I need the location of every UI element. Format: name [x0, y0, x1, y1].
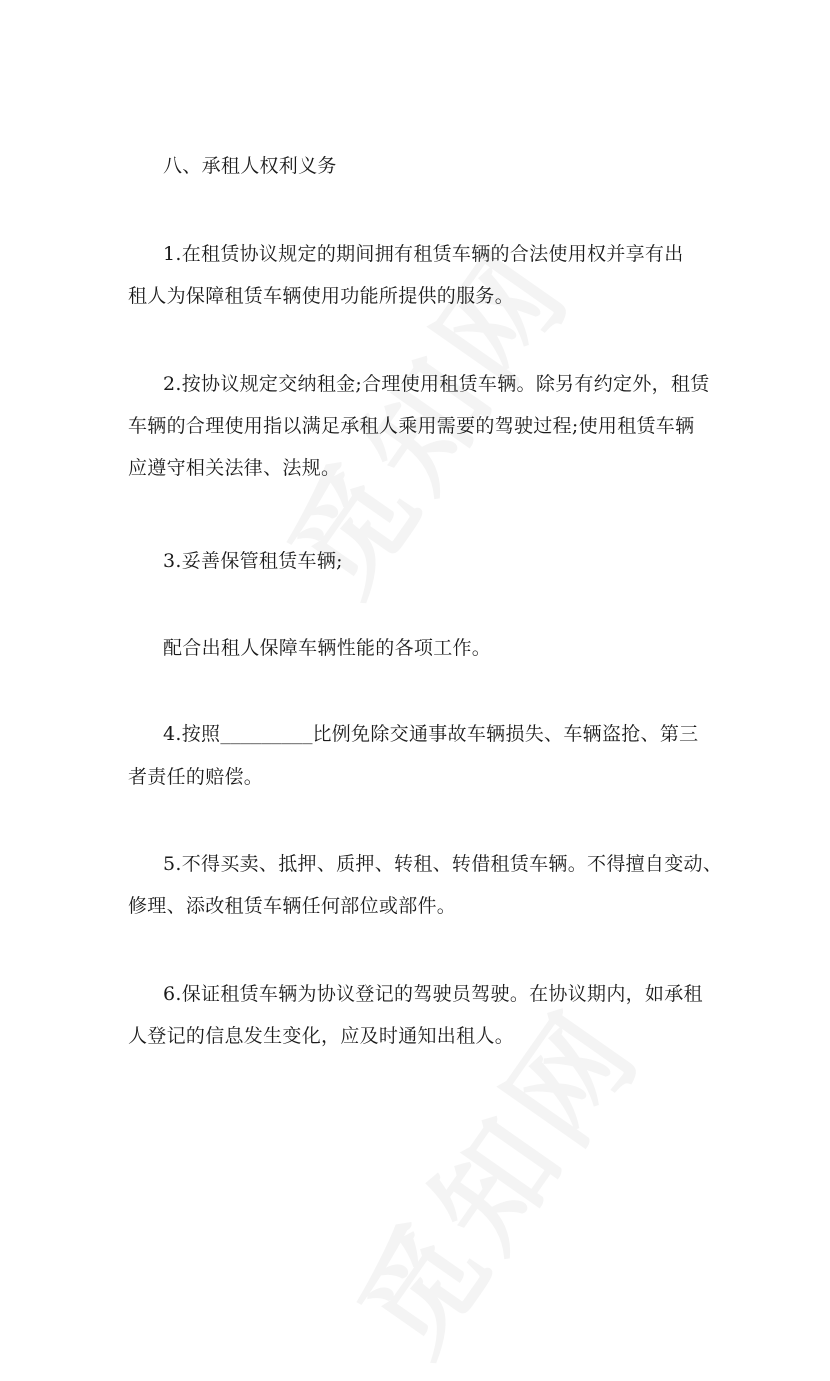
clause-2 — [128, 363, 713, 489]
clause-6 — [128, 973, 713, 1057]
clause-6-line-1: 6.保证租赁车辆为协议登记的驾驶员驾驶。在协议期内，如承租 — [163, 983, 703, 1005]
clause-2-line-3: 应遵守相关法律、法规。 — [128, 457, 341, 479]
section-heading-text: 八、承租人权利义务 — [163, 155, 337, 177]
clause-5-line-2: 修理、添改租赁车辆任何部位或部件。 — [128, 895, 457, 917]
clause-1-line-2: 租人为保障租赁车辆使用功能所提供的服务。 — [128, 285, 515, 307]
clause-3-continued — [163, 627, 713, 669]
clause-2-line-1: 2.按协议规定交纳租金;合理使用租赁车辆。除另有约定外，租赁 — [163, 373, 710, 395]
clause-5-line-1: 5.不得买卖、抵押、质押、转租、转借租赁车辆。不得擅自变动、 — [163, 853, 723, 875]
clause-2-line-2: 车辆的合理使用指以满足承租人乘用需要的驾驶过程;使用租赁车辆 — [128, 415, 695, 437]
section-heading — [163, 145, 713, 187]
clause-4-blank: _________ — [220, 725, 313, 745]
clause-4-suffix: 比例免除交通事故车辆损失、车辆盗抢、第三 — [312, 723, 699, 745]
clause-3 — [163, 540, 713, 582]
clause-4-prefix: 4.按照 — [163, 723, 221, 745]
clause-4 — [128, 713, 713, 798]
clause-5 — [128, 843, 723, 927]
clause-4-line-1 — [163, 713, 713, 756]
clause-6-line-2: 人登记的信息发生变化，应及时通知出租人。 — [128, 1025, 515, 1047]
clause-1 — [128, 233, 713, 317]
clause-3-line-1: 3.妥善保管租赁车辆; — [163, 550, 343, 572]
clause-3-continued-line: 配合出租人保障车辆性能的各项工作。 — [163, 637, 492, 659]
clause-1-line-1: 1.在租赁协议规定的期间拥有租赁车辆的合法使用权并享有出 — [163, 243, 684, 265]
clause-4-line-2: 者责任的赔偿。 — [128, 766, 264, 788]
